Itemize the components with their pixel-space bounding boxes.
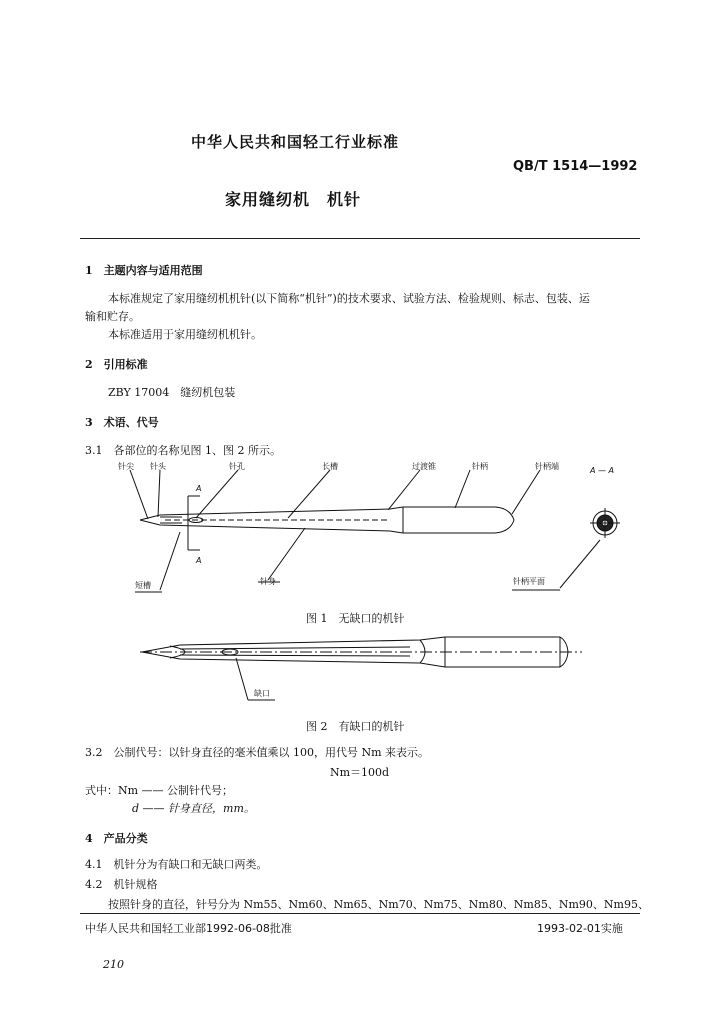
label-a-lower: A: [196, 556, 202, 565]
label-scarf: 缺口: [254, 689, 270, 698]
label-point: 针头: [150, 462, 166, 471]
section-3-2: 3.2 公制代号：以针身直径的毫米值乘以 100，用代号 Nm 来表示。: [85, 746, 430, 759]
section-1-title: 1 主题内容与适用范围: [85, 264, 203, 277]
label-short-groove: 短槽: [135, 581, 151, 590]
label-eye: 针孔: [229, 462, 245, 471]
section-1-para-1b: 输和贮存。: [85, 310, 140, 323]
section-1-para-1a: 本标准规定了家用缝纫机机针(以下简称“机针”)的技术要求、试验方法、检验规则、标志、包装、运: [108, 292, 590, 305]
label-shank: 针柄: [472, 462, 488, 471]
label-long-groove: 长槽: [322, 462, 338, 471]
footer-approval: 中华人民共和国轻工业部1992-06-08批准: [85, 922, 292, 935]
figure-2-caption: 图 2 有缺口的机针: [306, 720, 405, 733]
label-taper: 过渡锥: [412, 462, 436, 471]
figure-1-caption: 图 1 无缺口的机针: [306, 612, 405, 625]
org-title: 中华人民共和国轻工行业标准: [191, 133, 400, 151]
where-line-1: 式中：Nm —— 公制针代号；: [85, 784, 234, 797]
label-a-upper: A: [196, 484, 202, 493]
label-blade: 针身: [260, 577, 276, 586]
section-2-reference: ZBY 17004 缝纫机包装: [108, 386, 236, 399]
section-3-1: 3.1 各部位的名称见图 1、图 2 所示。: [85, 444, 281, 457]
section-2-title: 2 引用标准: [85, 358, 148, 371]
document-title: 家用缝纫机 机针: [225, 190, 362, 209]
label-shank-taper: 针柄端: [535, 462, 559, 471]
label-section: A — A: [590, 466, 615, 475]
standard-code: QB/T 1514—1992: [513, 159, 638, 174]
footer-rule: [80, 913, 640, 914]
where-line-2: d —— 针身直径，mm。: [132, 802, 255, 815]
footer-implementation: 1993-02-01实施: [537, 922, 623, 935]
cross-section-symbol: [590, 508, 620, 538]
formula: Nm＝100d: [330, 766, 390, 779]
needle-figure-2: [140, 637, 582, 700]
section-4-2: 4.2 机针规格: [85, 878, 158, 891]
label-shank-flat: 针柄平面: [513, 577, 545, 586]
section-4-2-text: 按照针身的直径，针号分为 Nm55、Nm60、Nm65、Nm70、Nm75、Nm80、Nm85、Nm90、Nm95、: [108, 898, 649, 911]
page-number: 210: [103, 958, 124, 971]
section-4-title: 4 产品分类: [85, 832, 148, 845]
section-1-para-2: 本标准适用于家用缝纫机机针。: [108, 328, 262, 341]
section-4-1: 4.1 机针分为有缺口和无缺口两类。: [85, 858, 268, 871]
label-tip: 针尖: [118, 462, 134, 471]
section-3-title: 3 术语、代号: [85, 416, 159, 429]
